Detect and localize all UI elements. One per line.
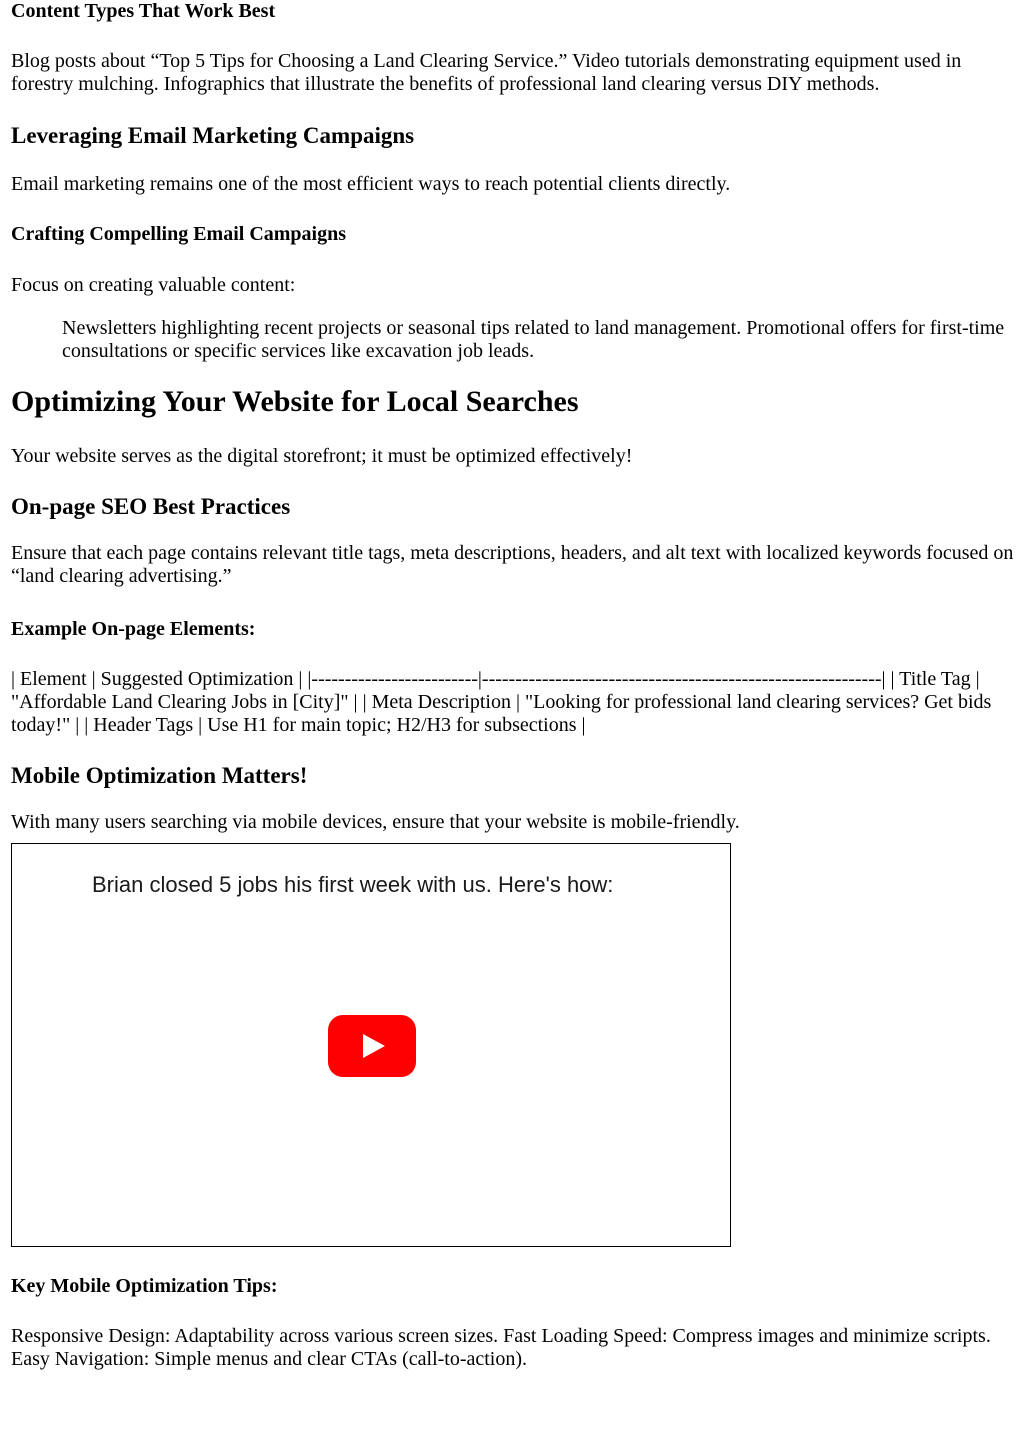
optimizing-website-heading: Optimizing Your Website for Local Searches xyxy=(11,385,579,418)
onpage-seo-paragraph: Ensure that each page contains relevant title tags, meta descriptions, headers, and alt text with localized keywords focused on “land clearing advertising.” xyxy=(11,542,1014,587)
mobile-tips-heading: Key Mobile Optimization Tips: xyxy=(11,1275,278,1297)
optimizing-website-paragraph: Your website serves as the digital storefront; it must be optimized effectively! xyxy=(11,445,633,467)
onpage-seo-heading: On-page SEO Best Practices xyxy=(11,494,291,519)
crafting-email-paragraph: Focus on creating valuable content: xyxy=(11,274,296,296)
content-types-paragraph: Blog posts about “Top 5 Tips for Choosing a Land Clearing Service.” Video tutorials demonstrating equipment used in forestry mulching. Infographics that illustrate the benefits of professional land clearing versus DIY methods. xyxy=(11,50,962,95)
email-marketing-paragraph: Email marketing remains one of the most efficient ways to reach potential clients directly. xyxy=(11,173,731,195)
example-elements-table-text: | Element | Suggested Optimization | |-------------------------|------------------------------------------------------------| | Title Tag | "Affordable Land Clearing Jobs in [City]" | | Meta Description | "Looking for professional land clearing services? Get bids today!" | | Header Tags | Use H1 for main topic; H2/H3 for subsections | xyxy=(11,668,992,736)
content-types-heading: Content Types That Work Best xyxy=(11,0,276,22)
mobile-optimization-paragraph: With many users searching via mobile devices, ensure that your website is mobile-friendly. xyxy=(11,811,740,833)
mobile-tips-paragraph: Responsive Design: Adaptability across various screen sizes. Fast Loading Speed: Compress images and minimize scripts. Easy Navigation: Simple menus and clear CTAs (call-to-action). xyxy=(11,1325,991,1370)
crafting-email-quote: Newsletters highlighting recent projects or seasonal tips related to land management. Promotional offers for first-time consultations or specific services like excavation job leads. xyxy=(62,317,1005,362)
example-elements-heading: Example On-page Elements: xyxy=(11,618,256,640)
mobile-optimization-heading: Mobile Optimization Matters! xyxy=(11,763,308,788)
video-embed[interactable] xyxy=(11,843,731,1247)
video-title[interactable]: Brian closed 5 jobs his first week with us. Here's how: xyxy=(92,872,614,897)
crafting-email-heading: Crafting Compelling Email Campaigns xyxy=(11,223,347,245)
email-marketing-heading: Leveraging Email Marketing Campaigns xyxy=(11,123,415,148)
youtube-play-icon[interactable] xyxy=(328,1015,416,1077)
